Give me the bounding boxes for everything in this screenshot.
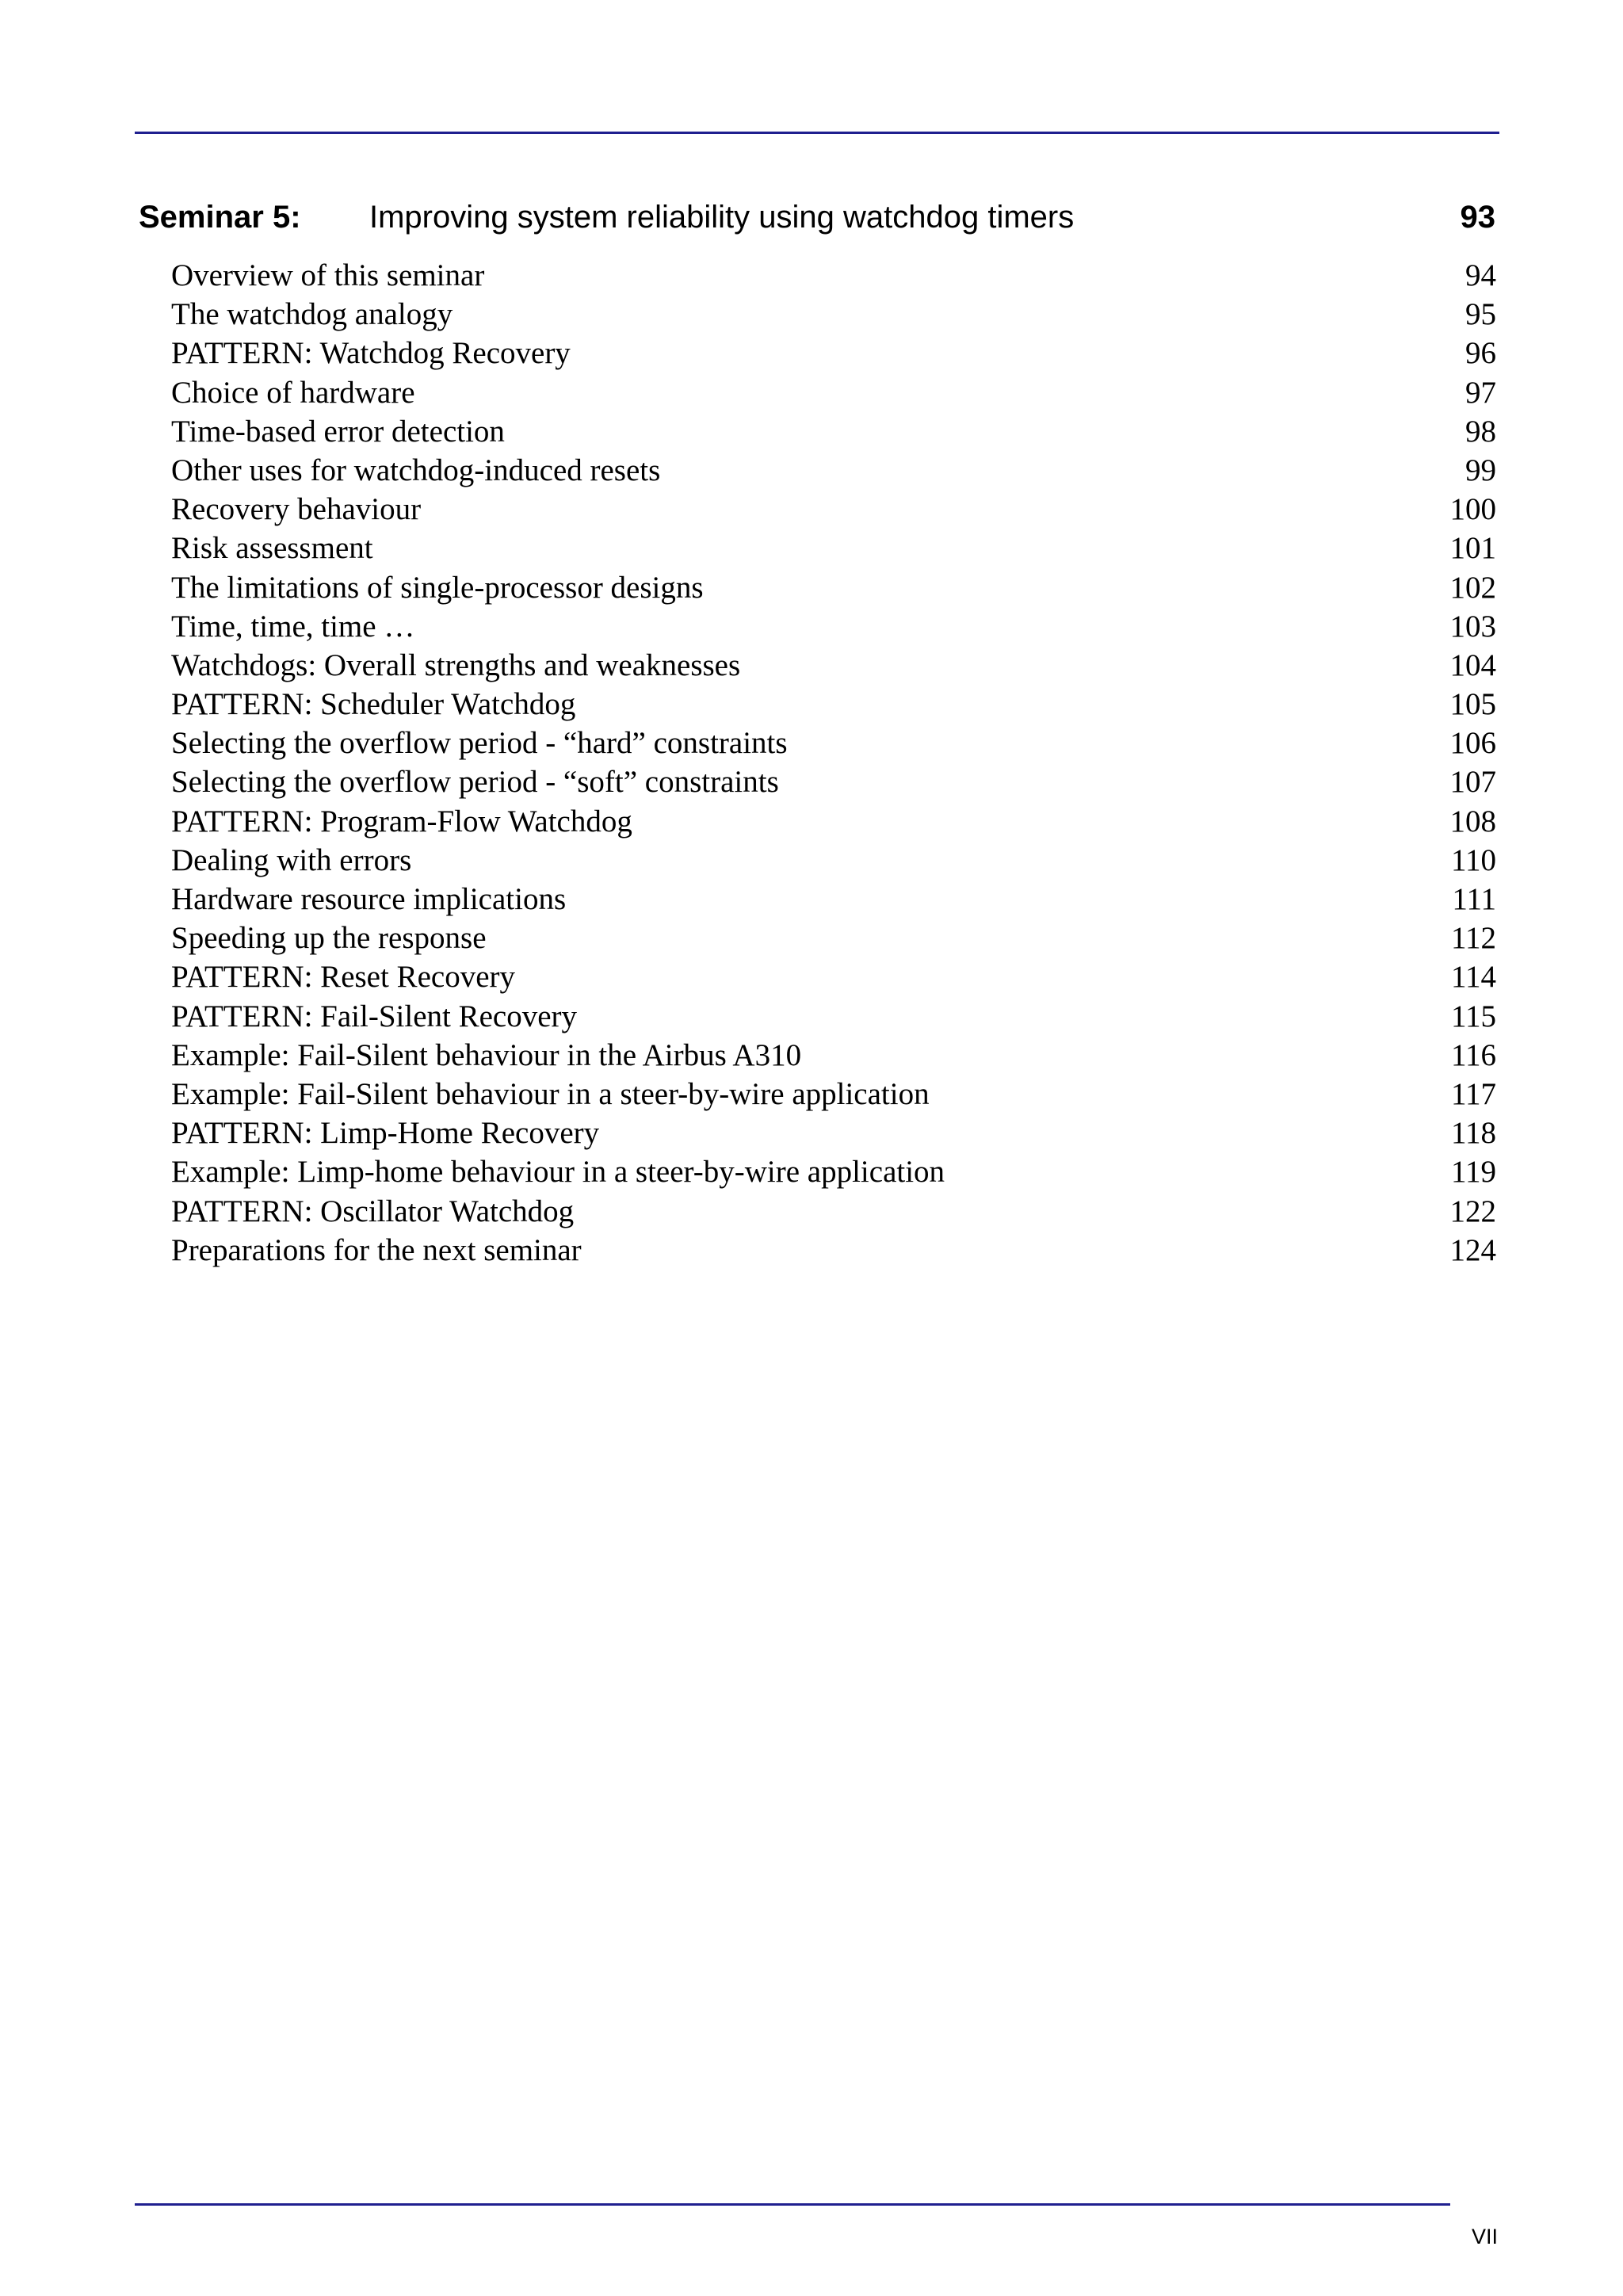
toc-entry	[171, 685, 1496, 724]
toc-entry-title: Example: Fail-Silent behaviour in the Airbus A310	[171, 1037, 802, 1072]
toc-entry	[171, 295, 1496, 334]
toc-entry	[171, 919, 1496, 957]
toc-entry-title: PATTERN: Reset Recovery	[171, 960, 516, 995]
toc-entry	[171, 529, 1496, 567]
toc-entry-page: 112	[1450, 921, 1496, 956]
seminar-page: 93	[1460, 200, 1495, 235]
toc-entry	[171, 334, 1496, 372]
toc-entry-title: Watchdogs: Overall strengths and weaknesses	[171, 648, 741, 682]
toc-entry-page: 98	[1465, 414, 1496, 449]
toc-entry-page: 96	[1465, 336, 1496, 371]
toc-entry-title: Risk assessment	[171, 531, 373, 566]
toc-entry-page: 117	[1450, 1076, 1496, 1111]
toc-entry-page: 102	[1449, 570, 1496, 605]
toc-entry-page: 118	[1450, 1116, 1496, 1151]
toc-entry-page: 100	[1449, 492, 1496, 527]
toc-entry	[171, 1192, 1496, 1231]
seminar-heading	[139, 200, 1495, 244]
toc-entry-page: 116	[1450, 1037, 1496, 1072]
toc-entry	[171, 646, 1496, 685]
seminar-title: Improving system reliability using watchdog timers	[369, 200, 1075, 235]
toc-entry-page: 99	[1465, 453, 1496, 487]
toc-entry	[171, 607, 1496, 646]
toc-entry-title: Choice of hardware	[171, 375, 415, 410]
toc-entry-title: PATTERN: Program-Flow Watchdog	[171, 804, 632, 839]
header-rule	[135, 132, 1499, 134]
toc-entry-page: 106	[1449, 726, 1496, 761]
toc-entry-page: 105	[1449, 687, 1496, 722]
toc-entry-page: 124	[1449, 1232, 1496, 1267]
toc-entry-page: 107	[1449, 765, 1496, 800]
footer-rule	[135, 2203, 1450, 2206]
toc-entry	[171, 1231, 1496, 1270]
toc-entry-page: 103	[1449, 609, 1496, 644]
toc-entry-title: The limitations of single-processor designs	[171, 570, 704, 605]
toc-entry-page: 114	[1450, 960, 1496, 995]
toc-entry-title: Overview of this seminar	[171, 258, 485, 292]
toc-entry-title: Preparations for the next seminar	[171, 1232, 582, 1267]
toc-entry	[171, 724, 1496, 762]
toc-entry-page: 97	[1465, 375, 1496, 410]
toc-entry-page: 111	[1452, 882, 1496, 916]
toc-entry-title: Selecting the overflow period - “soft” constraints	[171, 765, 779, 800]
toc-entry-title: PATTERN: Fail-Silent Recovery	[171, 999, 578, 1033]
toc-entry-title: PATTERN: Watchdog Recovery	[171, 336, 571, 371]
toc-entry	[171, 802, 1496, 841]
toc-entry	[171, 997, 1496, 1036]
toc-entry-title: Dealing with errors	[171, 842, 412, 877]
toc-entry	[171, 490, 1496, 529]
toc-entry-page: 101	[1449, 531, 1496, 566]
toc-entry-page: 108	[1449, 804, 1496, 839]
toc-entry-title: Time-based error detection	[171, 414, 505, 449]
toc-entry-title: PATTERN: Oscillator Watchdog	[171, 1194, 575, 1228]
toc-entry	[171, 568, 1496, 607]
toc-entry-title: Time, time, time …	[171, 609, 415, 644]
page-number: VII	[1471, 2225, 1498, 2248]
seminar-label: Seminar 5:	[139, 200, 301, 235]
toc-entry	[171, 451, 1496, 490]
toc-entry	[171, 373, 1496, 412]
toc-entry	[171, 762, 1496, 801]
toc-entry-title: PATTERN: Limp-Home Recovery	[171, 1116, 600, 1151]
toc-entry	[171, 1036, 1496, 1075]
toc-entry	[171, 1152, 1496, 1191]
toc-entry-title: Hardware resource implications	[171, 882, 567, 916]
toc-entry-page: 115	[1450, 999, 1496, 1033]
toc-entry	[171, 1075, 1496, 1114]
toc-entry-title: Other uses for watchdog-induced resets	[171, 453, 661, 487]
toc-entry-title: Speeding up the response	[171, 921, 487, 956]
toc-entry	[171, 957, 1496, 996]
toc-entry-title: Example: Fail-Silent behaviour in a steer-by-wire application	[171, 1076, 930, 1111]
toc-entry	[171, 412, 1496, 451]
toc-entry	[171, 841, 1496, 880]
toc-entry	[171, 1114, 1496, 1152]
toc-entry-page: 94	[1465, 258, 1496, 292]
toc-entry-title: Selecting the overflow period - “hard” constraints	[171, 726, 788, 761]
toc-entry-page: 119	[1450, 1155, 1496, 1190]
toc-entry-page: 95	[1465, 297, 1496, 332]
toc-entry	[171, 256, 1496, 295]
toc-entry-page: 110	[1450, 842, 1496, 877]
toc-entry-title: The watchdog analogy	[171, 297, 453, 332]
toc-entry-title: Example: Limp-home behaviour in a steer-by-wire application	[171, 1155, 945, 1190]
toc-list	[171, 256, 1496, 1270]
toc-entry-title: PATTERN: Scheduler Watchdog	[171, 687, 576, 722]
toc-entry	[171, 880, 1496, 919]
toc-entry-title: Recovery behaviour	[171, 492, 422, 527]
toc-entry-page: 122	[1449, 1194, 1496, 1228]
toc-entry-page: 104	[1449, 648, 1496, 682]
